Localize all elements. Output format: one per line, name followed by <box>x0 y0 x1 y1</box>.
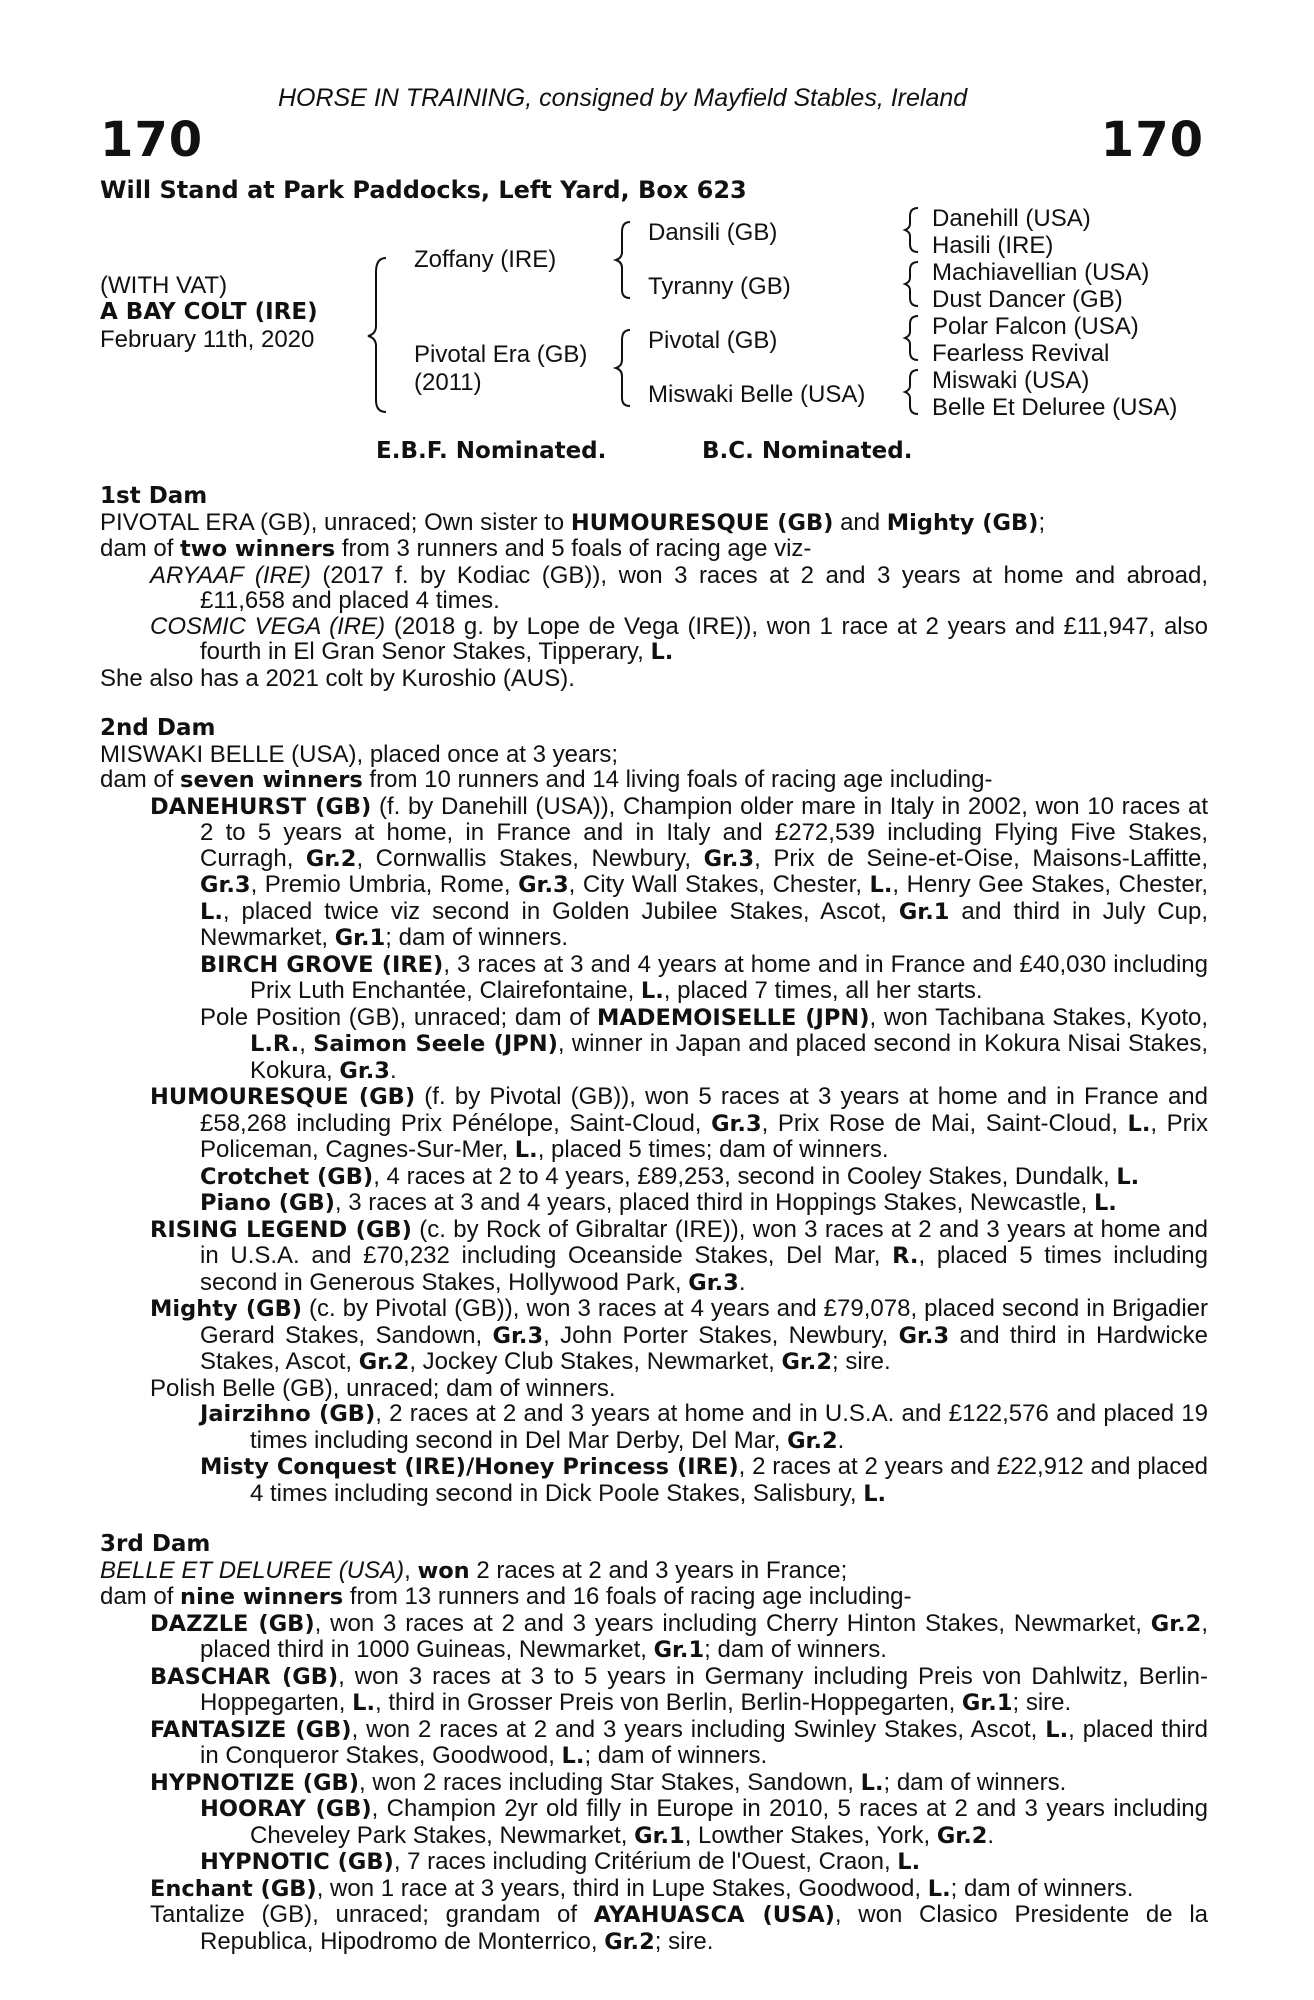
brace-g2 <box>905 262 918 306</box>
produce-entry <box>100 563 1208 614</box>
bold-text: Gr.3 <box>200 872 251 898</box>
text: . <box>837 1426 845 1454</box>
produce-entry <box>100 1164 1208 1191</box>
produce-entry <box>100 1401 1208 1454</box>
bold-text: L. <box>352 1690 375 1716</box>
produce-entry <box>100 1005 1208 1085</box>
text: ; sire. <box>654 1927 714 1955</box>
bold-text: Enchant (GB) <box>150 1875 317 1902</box>
text: Tantalize (GB), unraced; grandam of <box>150 1901 594 1928</box>
text: dam of <box>100 766 181 793</box>
bold-text: L. <box>860 1769 884 1796</box>
brace-g1 <box>905 208 918 252</box>
text: and third in Hardwicke Stakes, Ascot, <box>200 1321 1208 1375</box>
bold-text: Gr.2 <box>358 1349 410 1375</box>
second-dam-heading: 2nd Dam <box>100 715 216 741</box>
bold-text: nine winners <box>180 1584 344 1610</box>
text: , won 3 races at 2 and 3 years including Cherry Hinton Stakes, Newmarket, <box>314 1609 1151 1637</box>
bold-text: Gr.2 <box>305 845 357 872</box>
bold-text: L. <box>561 1743 585 1769</box>
text: ; <box>1038 508 1046 536</box>
bold-text: Gr.2 <box>781 1349 833 1375</box>
gg-4: Dust Dancer (GB) <box>932 286 1123 313</box>
bold-text: two winners <box>180 536 336 562</box>
catalogue-body <box>100 484 1208 1955</box>
text: from 13 runners and 16 foals of racing age including- <box>343 1583 912 1610</box>
text: and third in July Cup, Newmarket, <box>200 897 1209 951</box>
text: (c. by Pivotal (GB)), won 3 races at 4 years and £79,078, placed second in Brigadier Gerard Stakes, Sandown, <box>200 1295 1208 1349</box>
text: , <box>404 1556 418 1584</box>
bold-text: Gr.1 <box>961 1690 1013 1716</box>
dam-name: Pivotal Era (GB) <box>414 341 588 368</box>
bold-text: Gr.2 <box>1150 1610 1202 1637</box>
bold-text: Gr.2 <box>604 1928 655 1955</box>
text: , 2 races at 2 and 3 years at home and in U.S.A. and £122,576 and placed 19 times including second in Del Mar Derby, Del Mar, <box>250 1400 1208 1454</box>
text: from 10 runners and 14 living foals of racing age including- <box>362 766 993 793</box>
produce-entry <box>100 794 1208 952</box>
brace-dam <box>616 330 630 406</box>
text: , placed third in Conqueror Stakes, Goodwood, <box>200 1715 1208 1769</box>
bold-text: L. <box>1127 1110 1151 1137</box>
produce-entry <box>100 1190 1208 1217</box>
vat-note: (WITH VAT) <box>100 272 228 299</box>
text: from 3 runners and 5 foals of racing age viz- <box>335 535 812 562</box>
bc-nomination: B.C. Nominated. <box>702 438 913 464</box>
bold-text: L. <box>200 898 223 925</box>
italic-text: ARYAAF (IRE) <box>150 561 311 589</box>
text: Pole Position (GB), unraced; dam of <box>200 1003 597 1031</box>
text: 2 races at 2 and 3 years in France; <box>469 1556 848 1584</box>
gg-1: Danehill (USA) <box>932 205 1091 232</box>
dam-year: (2011) <box>414 369 482 396</box>
bold-text: L. <box>1116 1163 1140 1190</box>
text: , won 2 races including Star Stakes, Sandown, <box>359 1768 861 1796</box>
text: , won Tachibana Stakes, Kyoto, <box>869 1003 1209 1031</box>
bold-text: HUMOURESQUE (GB) <box>150 1084 416 1110</box>
text: dam of <box>100 535 181 562</box>
text: , Prix Rose de Mai, Saint-Cloud, <box>761 1109 1128 1137</box>
text: (c. by Rock of Gibraltar (IRE)), won 3 races at 2 and 3 years at home and in U.S.A. and £70,232 including Oceanside Stakes, Del Mar, <box>200 1215 1208 1269</box>
brace-g4 <box>905 370 918 414</box>
text: PIVOTAL ERA (GB), unraced; Own sister to <box>100 508 571 536</box>
text: , Prix de Seine-et-Oise, Maisons-Laffitte, <box>754 844 1208 872</box>
text: . <box>738 1268 746 1296</box>
bold-text: Gr.3 <box>711 1110 762 1137</box>
text: , placed third in 1000 Guineas, Newmarket, <box>200 1609 1208 1663</box>
bold-text: BASCHAR (GB) <box>150 1663 339 1690</box>
text: , 4 races at 2 to 4 years, £89,253, second in Cooley Stakes, Dundalk, <box>373 1162 1117 1190</box>
text: , Champion 2yr old filly in Europe in 2010, 5 races at 2 and 3 years including Cheveley Park Stakes, Newmarket, <box>250 1795 1208 1849</box>
produce-entry <box>100 1849 1208 1876</box>
birth-date: February 11th, 2020 <box>100 326 315 353</box>
produce-entry: Polish Belle (GB), unraced; dam of winners. <box>150 1374 616 1402</box>
brace-main <box>368 258 386 412</box>
bold-text: Crotchet (GB) <box>200 1163 374 1190</box>
text: , won 1 race at 3 years, third in Lupe Stakes, Goodwood, <box>316 1874 928 1902</box>
bold-text: AYAHUASCA (USA) <box>593 1902 835 1928</box>
text: , John Porter Stakes, Newbury, <box>543 1321 899 1349</box>
bold-text: Gr.1 <box>634 1822 685 1849</box>
bold-text: L. <box>650 639 674 665</box>
text: ; dam of winners. <box>385 924 569 951</box>
produce-entry <box>100 1611 1208 1664</box>
first-dam-line <box>100 510 1208 537</box>
text: dam of <box>100 1583 181 1610</box>
bold-text: Gr.1 <box>653 1637 705 1663</box>
horse-name: A BAY COLT (IRE) <box>100 299 318 325</box>
bold-text: FANTASIZE (GB) <box>150 1716 352 1743</box>
bold-text: L.R. <box>250 1031 300 1057</box>
text: ; dam of winners. <box>704 1636 887 1663</box>
bold-text: HOORAY (GB) <box>200 1796 372 1822</box>
third-dam-heading: 3rd Dam <box>100 1531 211 1557</box>
text: , Lowther Stakes, York, <box>684 1821 937 1849</box>
produce-entry <box>100 1084 1208 1164</box>
bold-text: Gr.3 <box>703 845 755 872</box>
produce-entry <box>100 614 1208 666</box>
spacer <box>100 1507 1208 1532</box>
first-dam-heading: 1st Dam <box>100 483 208 509</box>
text: , 3 races at 3 and 4 years at home and in France and £40,030 including Prix Luth Enchantée, Clairefontaine, <box>250 950 1208 1004</box>
text: and <box>833 508 887 536</box>
text: , placed 7 times, all her starts. <box>663 977 983 1004</box>
gg-6: Fearless Revival <box>932 340 1110 367</box>
text: ; sire. <box>832 1348 891 1375</box>
bold-text: Gr.1 <box>334 925 386 951</box>
second-dam-produce-summary <box>100 767 1208 794</box>
text: . <box>389 1056 397 1084</box>
text: , Premio Umbria, Rome, <box>250 871 519 898</box>
produce-entry <box>100 1876 1208 1903</box>
produce-entry <box>100 1902 1208 1955</box>
bold-text: L. <box>640 978 664 1004</box>
gg-8: Belle Et Deluree (USA) <box>932 394 1178 421</box>
bold-text: Gr.3 <box>688 1269 739 1296</box>
text: , won 3 races at 3 to 5 years in Germany including Preis von Dahlwitz, Berlin-Hoppegarten, <box>200 1662 1208 1716</box>
produce-entry <box>100 1770 1208 1797</box>
sire-dam: Tyranny (GB) <box>648 273 791 300</box>
text: ; sire. <box>1012 1689 1072 1716</box>
bold-text: HYPNOTIC (GB) <box>200 1849 394 1875</box>
produce-entry <box>100 1217 1208 1297</box>
text: , won 2 races at 2 and 3 years including Swinley Stakes, Ascot, <box>351 1715 1046 1743</box>
text: , Henry Gee Stakes, Chester, <box>892 871 1209 898</box>
stand-location: Will Stand at Park Paddocks, Left Yard, Box 623 <box>100 176 747 204</box>
bold-text: RISING LEGEND (GB) <box>150 1216 412 1243</box>
text: , <box>299 1030 314 1057</box>
text: , 7 races including Critérium de l'Ouest, Craon, <box>393 1848 898 1875</box>
text: , placed 5 times including second in Generous Stakes, Hollywood Park, <box>200 1242 1209 1296</box>
bold-text: HYPNOTIZE (GB) <box>150 1769 359 1796</box>
bold-text: BIRCH GROVE (IRE) <box>200 951 444 978</box>
gg-5: Polar Falcon (USA) <box>932 313 1139 340</box>
produce-entry <box>100 1454 1208 1507</box>
text: ; dam of winners. <box>584 1742 768 1769</box>
text: , won Clasico Presidente de la Republica, Hipodromo de Monterrico, <box>200 1901 1209 1955</box>
bold-text: Mighty (GB) <box>150 1296 303 1322</box>
lot-number-right: 170 <box>1100 112 1204 168</box>
lot-number-left: 170 <box>100 112 204 168</box>
bold-text: L. <box>863 1480 887 1507</box>
text: , 2 races at 2 years and £22,912 and placed 4 times including second in Dick Poole Stakes, Salisbury, <box>250 1453 1209 1507</box>
bold-text: L. <box>927 1875 951 1902</box>
gg-7: Miswaki (USA) <box>932 367 1090 394</box>
brace-sire <box>616 222 630 298</box>
italic-text: BELLE ET DELUREE (USA) <box>100 1556 405 1584</box>
produce-entry <box>100 1717 1208 1770</box>
produce-entry <box>100 1796 1208 1849</box>
bold-text: Piano (GB) <box>200 1190 335 1216</box>
third-dam-produce-summary <box>100 1584 1208 1611</box>
first-dam-produce-summary <box>100 536 1208 563</box>
produce-entry <box>100 1296 1208 1376</box>
bold-text: DANEHURST (GB) <box>150 793 372 820</box>
sire-sire: Dansili (GB) <box>648 219 778 246</box>
text: , winner in Japan and placed second in Kokura Nisai Stakes, Kokura, <box>250 1030 1208 1084</box>
bold-text: DAZZLE (GB) <box>150 1610 315 1637</box>
text: , City Wall Stakes, Chester, <box>568 871 870 898</box>
produce-entry <box>100 1664 1208 1717</box>
dam-sire: Pivotal (GB) <box>648 327 778 354</box>
bold-text: Misty Conquest (IRE)/Honey Princess (IRE) <box>200 1454 739 1480</box>
bold-text: L. <box>869 872 893 898</box>
produce-entry <box>100 952 1208 1005</box>
text: (f. by Pivotal (GB)), won 5 races at 3 years at home and in France and £58,268 including Prix Pénélope, Saint-Cloud, <box>200 1083 1208 1137</box>
text: , placed twice viz second in Golden Jubilee Stakes, Ascot, <box>222 897 899 925</box>
bold-text: Mighty (GB) <box>886 509 1039 536</box>
text: , Cornwallis Stakes, Newbury, <box>356 844 704 872</box>
bold-text: L. <box>514 1137 538 1163</box>
brace-g3 <box>905 316 918 360</box>
text: , placed 5 times; dam of winners. <box>537 1136 889 1163</box>
bold-text: Saimon Seele (JPN) <box>313 1031 558 1057</box>
bold-text: won <box>417 1557 470 1584</box>
bold-text: L. <box>897 1849 921 1875</box>
dam-dam: Miswaki Belle (USA) <box>648 381 866 408</box>
bold-text: Gr.3 <box>339 1057 390 1084</box>
text: . <box>987 1821 995 1849</box>
consignment-line: HORSE IN TRAINING, consigned by Mayfield Stables, Ireland <box>278 84 968 112</box>
second-dam-line: MISWAKI BELLE (USA), placed once at 3 years; <box>100 740 618 768</box>
first-dam-note: She also has a 2021 colt by Kuroshio (AUS). <box>100 664 575 692</box>
ebf-nomination: E.B.F. Nominated. <box>376 438 607 464</box>
bold-text: L. <box>1045 1716 1069 1743</box>
spacer <box>100 691 1208 716</box>
bold-text: MADEMOISELLE (JPN) <box>597 1004 870 1031</box>
bold-text: R. <box>892 1243 919 1269</box>
sire-name: Zoffany (IRE) <box>414 246 557 273</box>
bold-text: Gr.3 <box>898 1322 950 1349</box>
bold-text: HUMOURESQUE (GB) <box>570 509 834 536</box>
text: , Prix Policeman, Cagnes-Sur-Mer, <box>200 1109 1208 1163</box>
gg-3: Machiavellian (USA) <box>932 259 1150 286</box>
text: , 3 races at 3 and 4 years, placed third in Hoppings Stakes, Newcastle, <box>334 1189 1094 1216</box>
bold-text: L. <box>1093 1190 1117 1216</box>
third-dam-line <box>100 1558 1208 1585</box>
gg-2: Hasili (IRE) <box>932 232 1054 259</box>
italic-text: COSMIC VEGA (IRE) <box>150 612 386 640</box>
text: , third in Grosser Preis von Berlin, Berlin-Hoppegarten, <box>375 1689 962 1716</box>
bold-text: seven winners <box>180 767 363 793</box>
text: , Jockey Club Stakes, Newmarket, <box>409 1348 782 1375</box>
text: (f. by Danehill (USA)), Champion older mare in Italy in 2002, won 10 races at 2 to 5 years at home, in France and in Italy and £272,539 including Flying Five Stakes, Curragh, <box>200 792 1208 872</box>
text: ; dam of winners. <box>950 1874 1134 1902</box>
text: (2017 f. by Kodiac (GB)), won 3 races at 2 and 3 years at home and abroad, £11,658 and placed 4 times. <box>200 561 1208 614</box>
text: (2018 g. by Lope de Vega (IRE)), won 1 race at 2 years and £11,947, also fourth in El Gran Senor Stakes, Tipperary, <box>200 612 1208 665</box>
bold-text: Gr.1 <box>898 898 950 925</box>
bold-text: Gr.2 <box>787 1427 838 1454</box>
text: ; dam of winners. <box>883 1768 1067 1796</box>
bold-text: Gr.3 <box>492 1322 544 1349</box>
bold-text: Gr.3 <box>518 872 569 898</box>
bold-text: Gr.2 <box>936 1822 988 1849</box>
bold-text: Jairzihno (GB) <box>200 1401 376 1427</box>
